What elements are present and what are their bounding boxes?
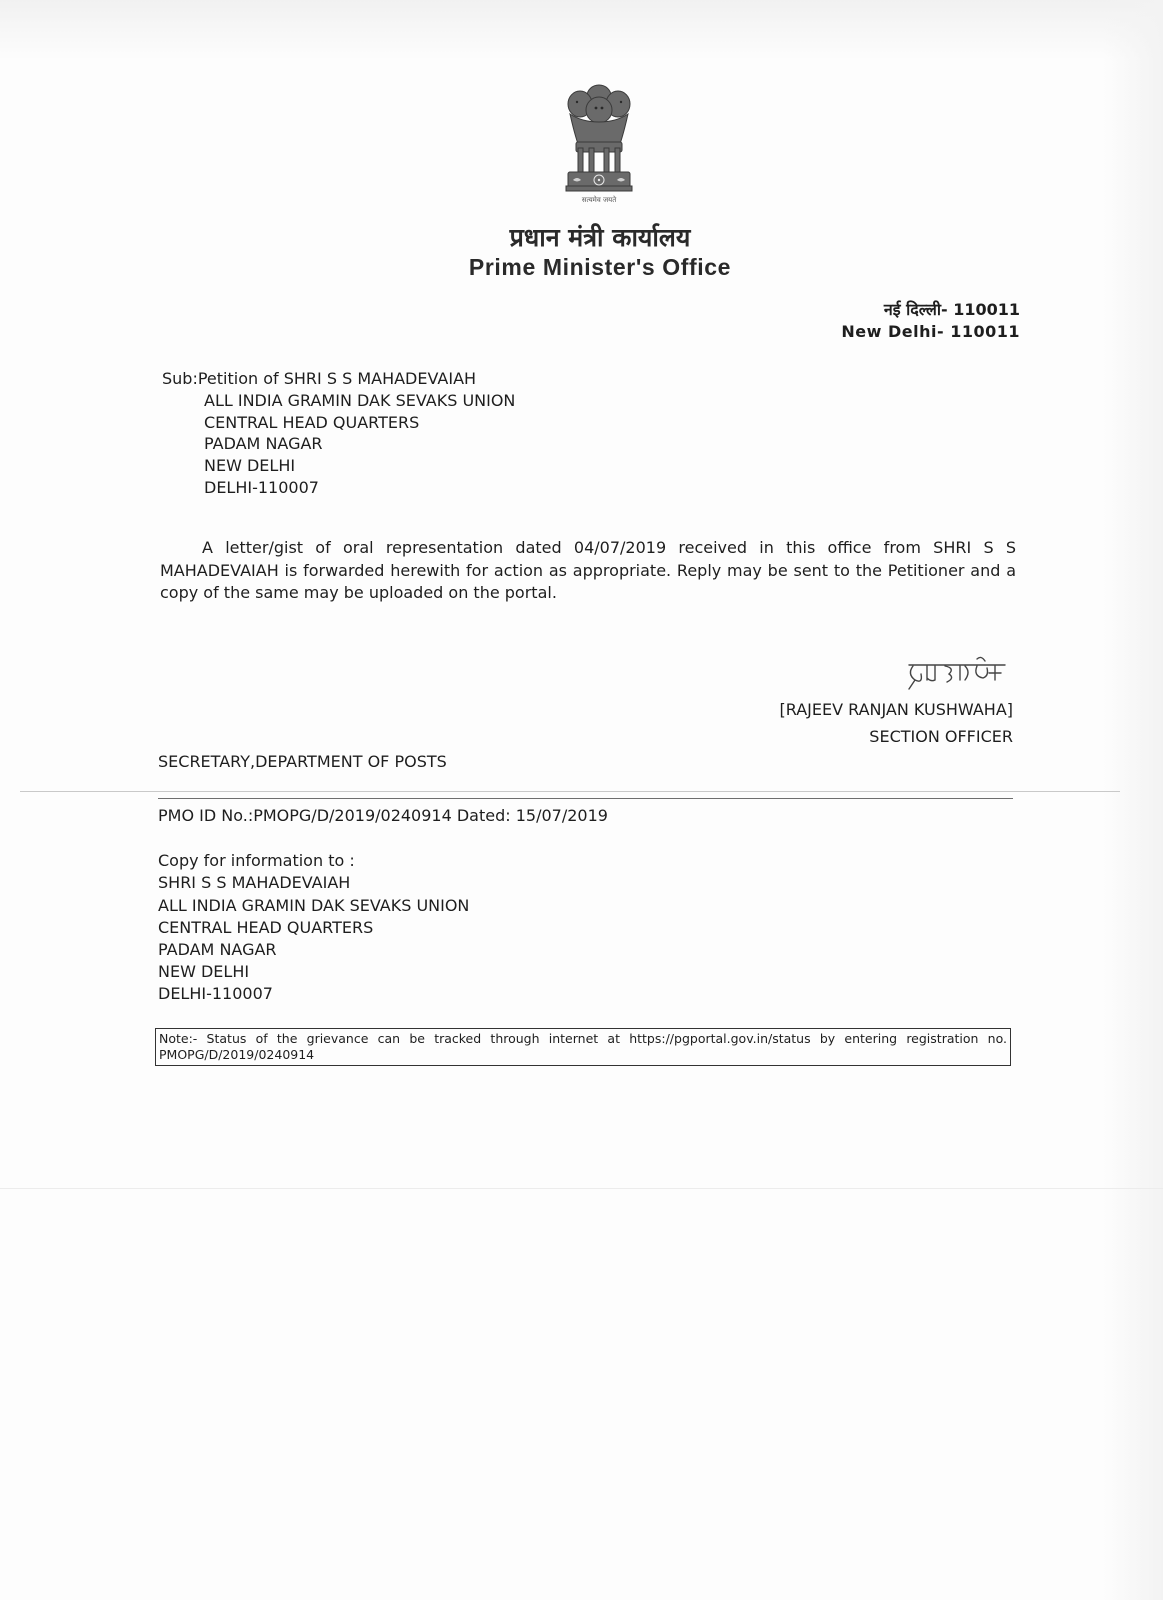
scan-shading-right <box>1103 0 1163 1600</box>
emblem-motto: सत्यमेव जयते <box>581 196 617 204</box>
city-pin-hindi: नई दिल्ली- 110011 <box>883 300 1020 319</box>
office-title-english: Prime Minister's Office <box>468 254 732 280</box>
scan-divider <box>20 791 1120 792</box>
letter-body-text: A letter/gist of oral representation dated 04/07/2019 received in this office from SHRI S S MAHADEVAIAH is forwarded herewith for action as appropriate. Reply may be sent to the Petitioner and a copy of the same may be uploaded on the portal. <box>160 538 1016 602</box>
city-pin-english: New Delhi- 110011 <box>841 322 1020 341</box>
signatory-designation: SECTION OFFICER <box>869 727 1013 746</box>
subject-first-line: Petition of SHRI S S MAHADEVAIAH <box>197 369 477 388</box>
subject-address-line: ALL INDIA GRAMIN DAK SEVAKS UNION <box>204 391 516 410</box>
signatory-name: [RAJEEV RANJAN KUSHWAHA] <box>779 700 1013 719</box>
copy-to-line: SHRI S S MAHADEVAIAH <box>158 873 351 892</box>
subject-prefix: Sub: <box>162 369 198 388</box>
copy-to-heading: Copy for information to : <box>158 851 355 870</box>
subject-address-line: PADAM NAGAR <box>204 434 323 453</box>
scan-shading-top <box>0 0 1163 60</box>
pmo-reference-line: PMO ID No.:PMOPG/D/2019/0240914 Dated: 15/07/2019 <box>158 806 608 825</box>
subject-address-line: CENTRAL HEAD QUARTERS <box>204 413 420 432</box>
copy-to-line: ALL INDIA GRAMIN DAK SEVAKS UNION <box>158 896 470 915</box>
subject-block <box>162 369 476 388</box>
addressee: SECRETARY,DEPARTMENT OF POSTS <box>158 752 447 771</box>
subject-address-line: NEW DELHI <box>204 456 296 475</box>
national-emblem-icon <box>560 82 638 212</box>
office-title-hindi: प्रधान मंत्री कार्यालय <box>509 223 691 252</box>
copy-to-line: PADAM NAGAR <box>158 940 277 959</box>
grievance-status-note: Note:- Status of the grievance can be tracked through internet at https://pgportal.gov.in/status by entering registration no. PMOPG/D/2019/0240914 <box>155 1028 1011 1066</box>
paper-fold-line <box>0 1188 1163 1189</box>
letter-body <box>160 537 1016 605</box>
section-divider <box>158 798 1013 799</box>
copy-to-line: NEW DELHI <box>158 962 250 981</box>
copy-to-line: DELHI-110007 <box>158 984 273 1003</box>
copy-to-line: CENTRAL HEAD QUARTERS <box>158 918 374 937</box>
handwritten-signature <box>905 655 1015 691</box>
subject-address-line: DELHI-110007 <box>204 478 319 497</box>
